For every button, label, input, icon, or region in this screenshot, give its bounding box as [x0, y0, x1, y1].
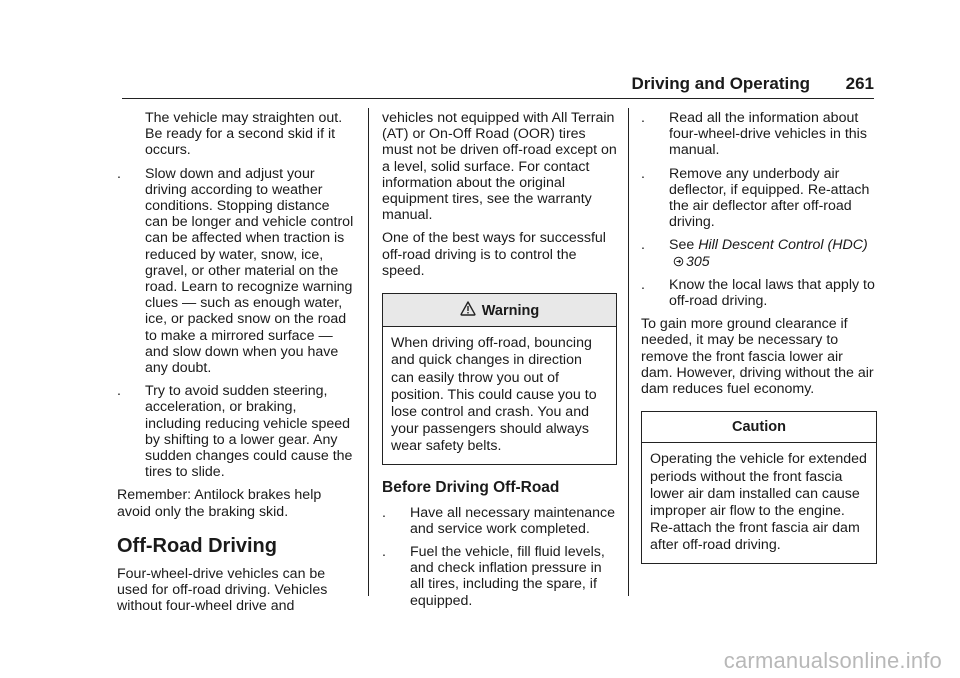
list-item-text: Remove any underbody air deflector, if equipped. Re-attach the air deflector after off-road driving. — [669, 165, 870, 231]
bullet-marker: . — [641, 237, 645, 254]
list-item-text: Fuel the vehicle, fill fluid levels, and check inflation pressure in all tires, including the spare, if equipped. — [410, 544, 605, 609]
continuation-text: The vehicle may straighten out. Be ready for a second skid if it occurs. — [145, 110, 343, 159]
caution-title: Caution — [642, 412, 876, 443]
warning-body: When driving off-road, bouncing and quick changes in direction can easily throw you out of position. This could cause you to lose control and crash. You and your passengers should always wear safety belts. — [391, 335, 597, 455]
list-item — [117, 166, 355, 377]
warning-icon — [460, 301, 476, 317]
speed-paragraph: One of the best ways for successful off-road driving is to control the speed. — [382, 230, 606, 279]
column-divider — [368, 108, 369, 596]
bullet-marker: . — [382, 544, 386, 561]
list-item-text: Read all the information about four-wheel-drive vehicles in this manual. — [669, 110, 867, 159]
bullet-marker: . — [641, 110, 645, 126]
page-number: 261 — [845, 74, 874, 93]
page-header — [122, 70, 874, 99]
bullet-marker: . — [641, 276, 645, 293]
column-2 — [382, 110, 617, 616]
warning-title: Warning — [481, 303, 540, 320]
bullet-marker: . — [117, 383, 121, 400]
list-item — [641, 166, 877, 231]
column-3 — [641, 110, 877, 578]
watermark: carmanualsonline.info — [723, 648, 942, 673]
bullet-marker: . — [117, 165, 121, 182]
subsection-heading: Before Driving Off-Road — [382, 478, 560, 496]
see-prefix: See — [669, 237, 699, 254]
warning-box — [382, 293, 617, 465]
column-1 — [117, 110, 355, 621]
remember-note: Remember: Antilock brakes help avoid only the braking skid. — [117, 487, 322, 520]
list-item — [382, 544, 617, 609]
column-divider — [628, 108, 629, 596]
list-item-text: Have all necessary maintenance and service work completed. — [410, 504, 616, 537]
section-heading: Off-Road Driving — [117, 534, 277, 557]
reference-page-number[interactable]: 305 — [686, 253, 710, 270]
list-item — [641, 110, 877, 159]
page-reference-icon — [673, 256, 684, 267]
continuation-paragraph: vehicles not equipped with All Terrain (AT) or On-Off Road (OOR) tires must not be driven off-road except on a level, solid surface. For contact information about the original equipment tires, see the warranty manual. — [382, 110, 617, 224]
list-item — [641, 237, 877, 269]
bullet-marker: . — [382, 504, 386, 521]
caution-box — [641, 411, 877, 563]
caution-body: Operating the vehicle for extended periods without the front fascia lower air dam installed can cause improper air flow to the engine. Re-attach the front fascia air dam after off-road driving. — [650, 451, 867, 554]
cross-reference-link[interactable]: Hill Descent Control (HDC) — [698, 237, 868, 254]
clearance-paragraph: To gain more ground clearance if needed, it may be necessary to remove the front fascia lower air dam. However, driving without the air dam reduces fuel economy. — [641, 316, 874, 398]
list-item — [641, 277, 877, 309]
list-item-text: Know the local laws that apply to off-road driving. — [669, 276, 875, 310]
warning-header — [383, 294, 616, 327]
list-item-text: Try to avoid sudden steering, acceleration, or braking, including reducing vehicle speed by shifting to a lower gear. Any sudden changes could cause the tires to slide. — [145, 383, 353, 481]
list-item — [117, 383, 355, 480]
list-item — [382, 505, 617, 537]
list-item-text: Slow down and adjust your driving according to weather conditions. Stopping distance can be longer and vehicle control can be affected when traction is reduced by water, snow, ice, gravel, or other material on the road. Learn to recognize warning clues — such as enough water, ice, or packed snow on the road to make a mirrored surface — and slow down when you have any doubt. — [145, 165, 354, 377]
intro-paragraph: Four-wheel-drive vehicles can be used for off-road driving. Vehicles without four-wheel drive and — [117, 565, 328, 615]
section-title: Driving and Operating — [631, 74, 810, 93]
bullet-marker: . — [641, 165, 645, 182]
